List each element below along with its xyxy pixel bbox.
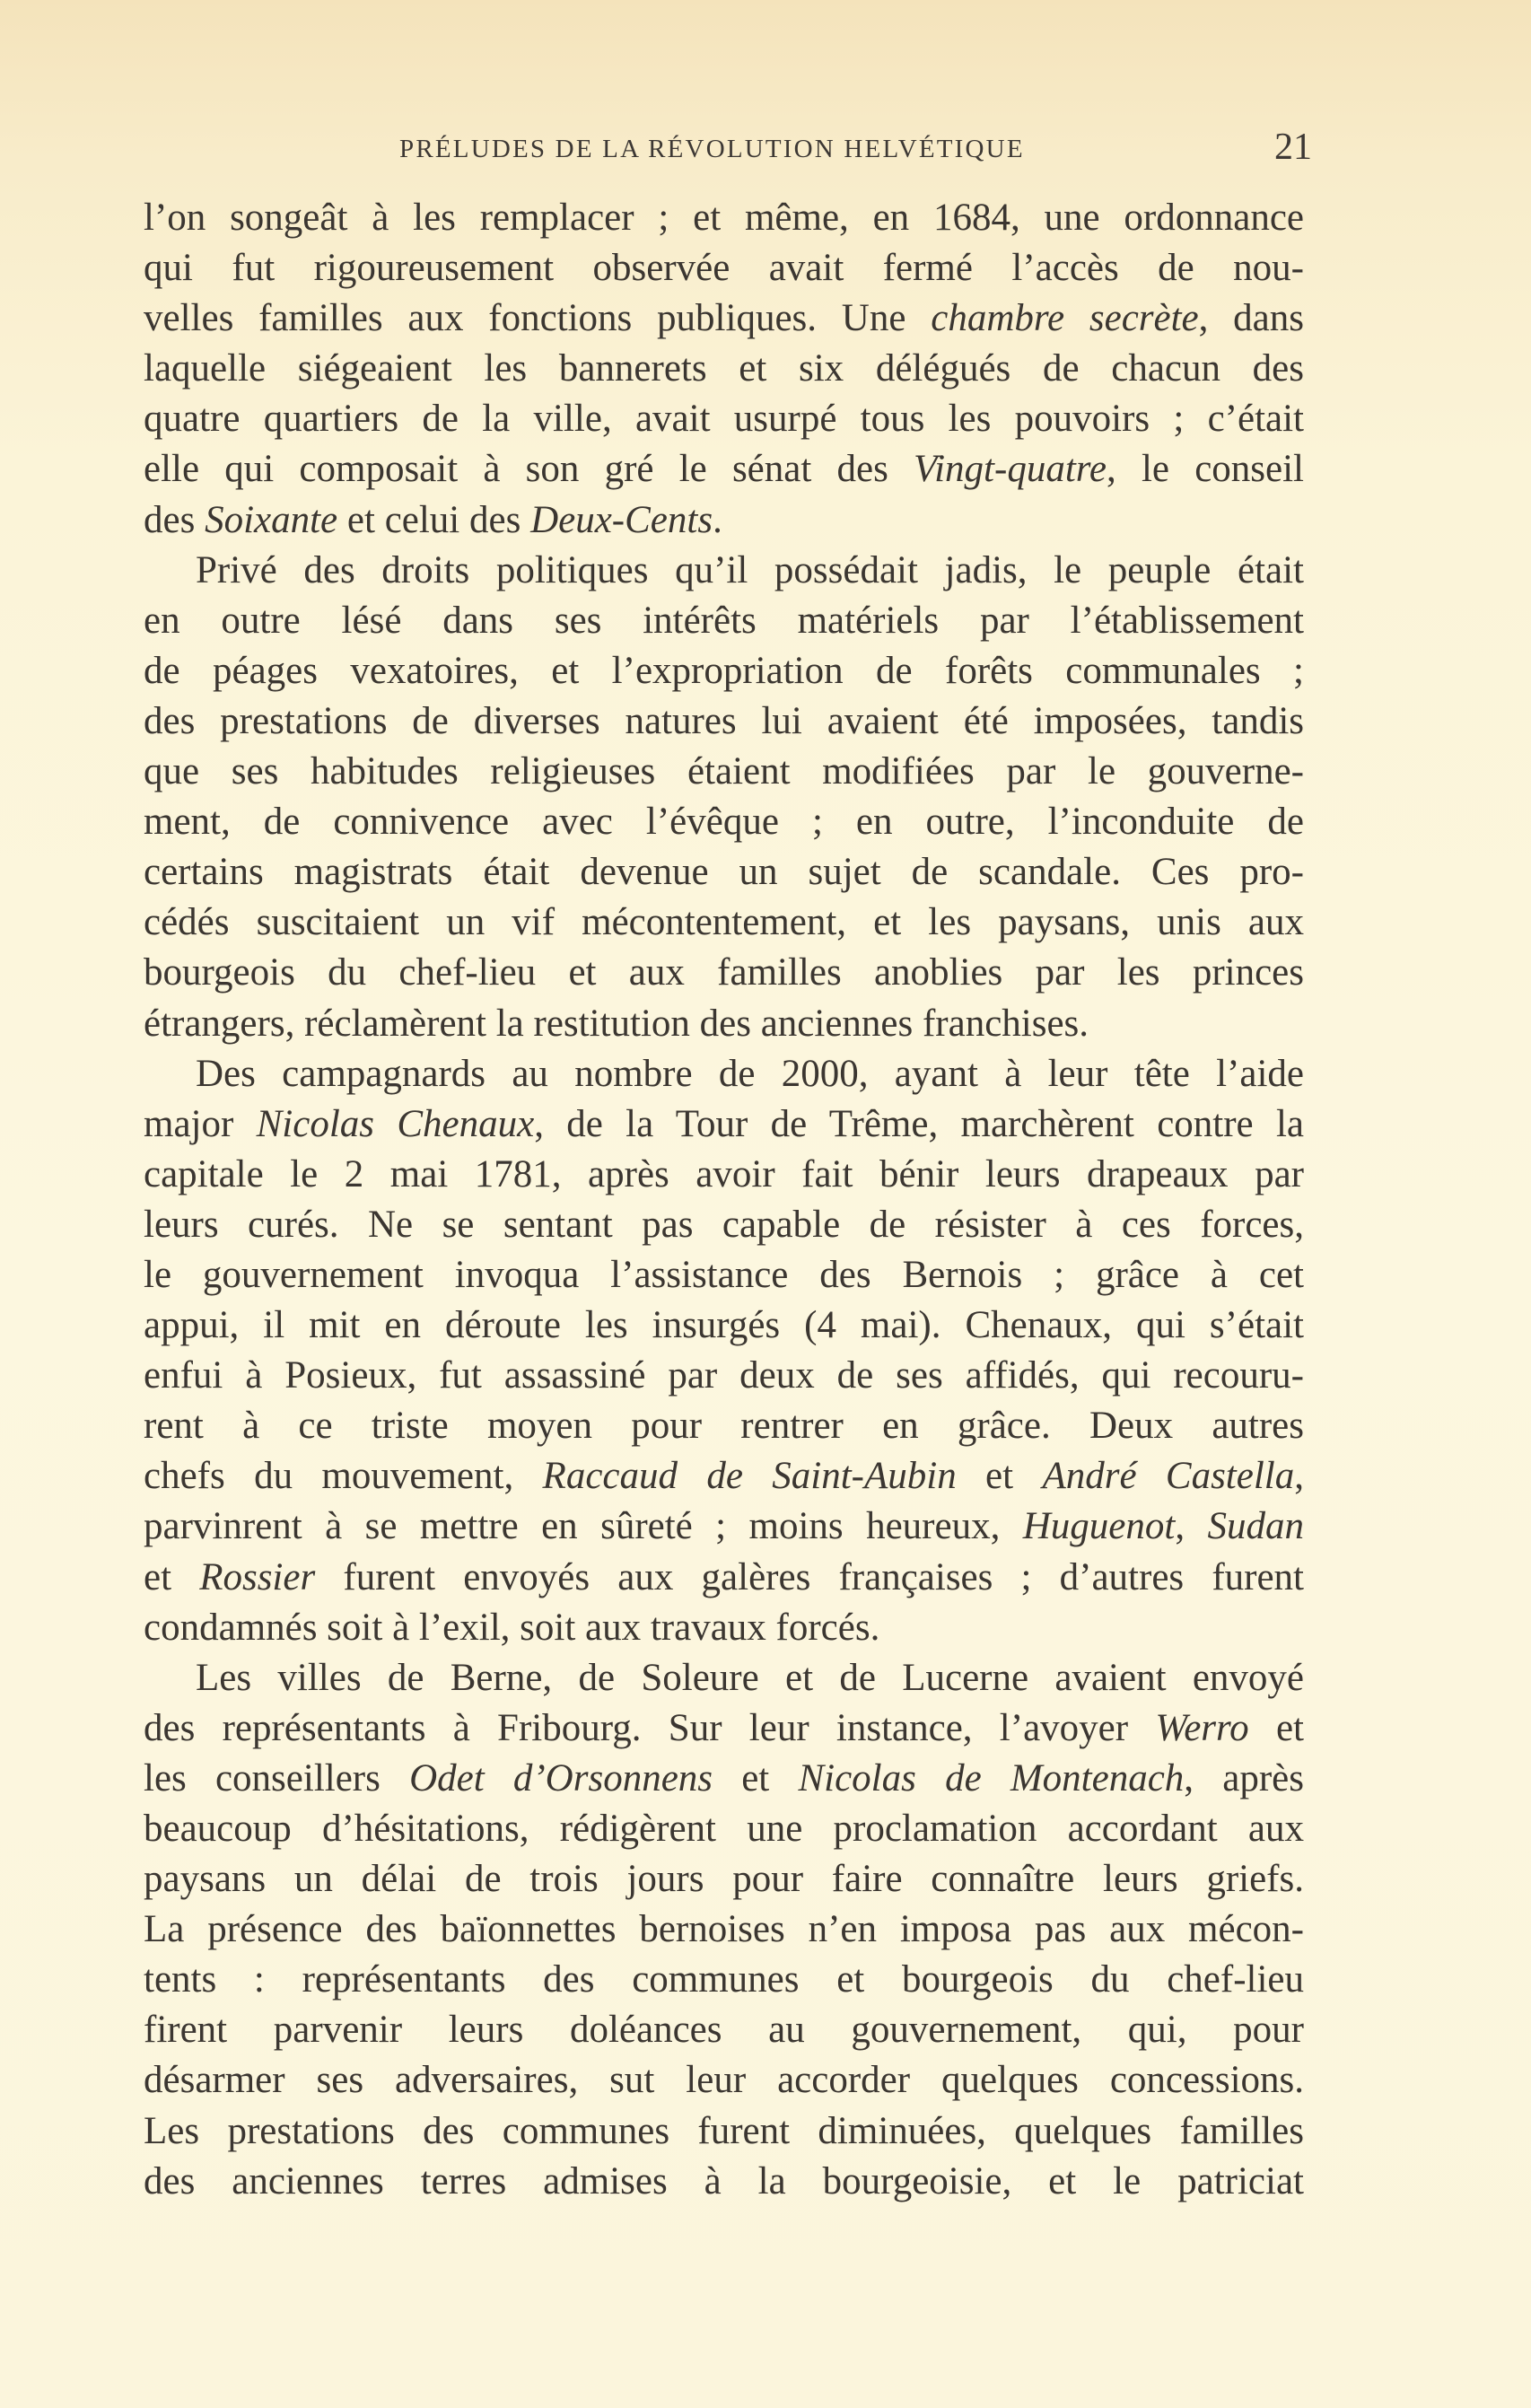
text-run: le gouvernement invoqua l’assistance des Bernois ; grâce à cet bbox=[144, 1253, 1304, 1296]
text-run: Privé des droits politiques qu’il possédait jadis, le peuple était bbox=[196, 548, 1304, 591]
text-run: paysans un délai de trois jours pour faire connaître leurs griefs. bbox=[144, 1858, 1304, 1901]
text-run: et bbox=[144, 1555, 200, 1598]
text-run: firent parvenir leurs doléances au gouvernement, qui, pour bbox=[144, 2009, 1304, 2052]
text-run: en outre lésé dans ses intérêts matériels par l’établissement bbox=[144, 599, 1304, 642]
text-line bbox=[144, 1351, 1304, 1401]
text-run: , dans bbox=[1198, 297, 1304, 340]
text-run: appui, il mit en déroute les insurgés (4 mai). Chenaux, qui s’était bbox=[144, 1304, 1304, 1347]
text-run: leurs curés. Ne se sentant pas capable de résister à ces forces, bbox=[144, 1203, 1304, 1246]
text-run: des anciennes terres admises à la bourgeoisie, et le patriciat bbox=[144, 2159, 1304, 2202]
text-run: des représentants à Fribourg. Sur leur instance, l’avoyer bbox=[144, 1706, 1156, 1749]
page-number: 21 bbox=[1274, 127, 1312, 168]
text-run: . bbox=[713, 498, 722, 541]
text-run: , bbox=[1294, 1455, 1304, 1498]
text-run: elle qui composait à son gré le sénat des bbox=[144, 448, 914, 491]
text-run: qui fut rigoureusement observée avait fermé l’accès de nou- bbox=[144, 247, 1304, 290]
text-line bbox=[144, 1250, 1304, 1300]
text-run: Les prestations des communes furent diminuées, quelques familles bbox=[144, 2109, 1304, 2152]
text-line bbox=[144, 193, 1304, 243]
text-run: , de la Tour de Trême, marchèrent contre la bbox=[534, 1102, 1304, 1145]
text-run: tents : représentants des communes et bourgeois du chef-lieu bbox=[144, 1958, 1304, 2001]
text-line bbox=[144, 1653, 1304, 1703]
text-line bbox=[144, 596, 1304, 646]
text-run: désarmer ses adversaires, sut leur accorder quelques concessions. bbox=[144, 2059, 1304, 2102]
italic-text: André Castella bbox=[1042, 1455, 1295, 1498]
text-line bbox=[144, 1754, 1304, 1804]
italic-text: Sudan bbox=[1207, 1505, 1305, 1548]
text-line bbox=[144, 1049, 1304, 1099]
text-line bbox=[144, 2055, 1304, 2106]
text-line bbox=[144, 1300, 1304, 1351]
text-line bbox=[144, 1451, 1304, 1502]
text-run: et bbox=[956, 1455, 1043, 1498]
text-line bbox=[144, 847, 1304, 898]
text-line bbox=[144, 1502, 1304, 1552]
text-line bbox=[144, 1099, 1304, 1150]
text-line bbox=[144, 1804, 1304, 1854]
text-run: , bbox=[1175, 1505, 1208, 1548]
text-line bbox=[144, 1854, 1304, 1905]
text-line bbox=[144, 293, 1304, 344]
paragraph bbox=[144, 193, 1304, 546]
text-line bbox=[144, 1150, 1304, 1200]
italic-text: Werro bbox=[1155, 1706, 1249, 1749]
text-run: bourgeois du chef-lieu et aux familles anoblies par les princes bbox=[144, 951, 1304, 994]
text-line bbox=[144, 2157, 1304, 2207]
text-run: et bbox=[713, 1756, 799, 1799]
italic-text: Vingt-quatre bbox=[914, 448, 1107, 491]
italic-text: Nicolas de Montenach bbox=[798, 1756, 1185, 1799]
text-line bbox=[144, 495, 1304, 546]
text-line bbox=[144, 948, 1304, 998]
text-line bbox=[144, 2106, 1304, 2157]
paragraph bbox=[144, 1653, 1304, 2207]
text-run: des prestations de diverses natures lui avaient été imposées, tandis bbox=[144, 699, 1304, 742]
text-run: de péages vexatoires, et l’expropriation de forêts communales ; bbox=[144, 649, 1304, 692]
italic-text: Soixante bbox=[205, 498, 338, 541]
text-run: condamnés soit à l’exil, soit aux travaux forcés. bbox=[144, 1606, 880, 1649]
text-line bbox=[144, 444, 1304, 495]
text-line bbox=[144, 646, 1304, 696]
text-line bbox=[144, 1603, 1304, 1653]
text-line bbox=[144, 696, 1304, 747]
text-run: Les villes de Berne, de Soleure et de Lucerne avaient envoyé bbox=[196, 1656, 1304, 1699]
text-run: Des campagnards au nombre de 2000, ayant à leur tête l’aide bbox=[196, 1052, 1304, 1095]
text-run: parvinrent à se mettre en sûreté ; moins heureux, bbox=[144, 1505, 1023, 1548]
text-run: ment, de connivence avec l’évêque ; en outre, l’inconduite de bbox=[144, 801, 1304, 844]
text-run: furent envoyés aux galères françaises ; d’autres furent bbox=[315, 1555, 1304, 1598]
text-run: les conseillers bbox=[144, 1756, 410, 1799]
text-run: certains magistrats était devenue un sujet de scandale. Ces pro- bbox=[144, 851, 1304, 894]
text-run: rent à ce triste moyen pour rentrer en grâce. Deux autres bbox=[144, 1405, 1304, 1448]
text-run: capitale le 2 mai 1781, après avoir fait bénir leurs drapeaux par bbox=[144, 1152, 1304, 1195]
text-run: des bbox=[144, 498, 206, 541]
text-run: enfui à Posieux, fut assassiné par deux de ses affidés, qui recouru- bbox=[144, 1354, 1304, 1397]
text-run: , le conseil bbox=[1107, 448, 1304, 491]
italic-text: Rossier bbox=[199, 1555, 316, 1598]
italic-text: Deux-Cents bbox=[530, 498, 713, 541]
text-run: que ses habitudes religieuses étaient modifiées par le gouverne- bbox=[144, 750, 1304, 793]
text-line bbox=[144, 243, 1304, 293]
text-line bbox=[144, 344, 1304, 394]
running-head bbox=[144, 127, 1310, 171]
text-line bbox=[144, 546, 1304, 596]
text-run: major bbox=[144, 1102, 257, 1145]
text-line bbox=[144, 747, 1304, 797]
running-head-title: PRÉLUDES DE LA RÉVOLUTION HELVÉTIQUE bbox=[399, 135, 1025, 163]
italic-text: Nicolas Chenaux bbox=[256, 1102, 535, 1145]
text-run: et bbox=[1248, 1706, 1304, 1749]
text-line bbox=[144, 898, 1304, 948]
text-run: étrangers, réclamèrent la restitution des anciennes franchises. bbox=[144, 1002, 1089, 1045]
text-run: et celui des bbox=[337, 498, 531, 541]
text-run: quatre quartiers de la ville, avait usurpé tous les pouvoirs ; c’était bbox=[144, 398, 1304, 441]
text-line bbox=[144, 1905, 1304, 1955]
text-run: l’on songeât à les remplacer ; et même, en 1684, une ordonnance bbox=[144, 197, 1304, 239]
italic-text: chambre secrète bbox=[931, 297, 1199, 340]
text-run: , après bbox=[1184, 1756, 1304, 1799]
text-run: velles familles aux fonctions publiques. Une bbox=[144, 297, 932, 340]
text-run: laquelle siégeaient les bannerets et six délégués de chacun des bbox=[144, 347, 1304, 390]
text-line bbox=[144, 797, 1304, 847]
text-line bbox=[144, 1703, 1304, 1754]
paragraph bbox=[144, 546, 1304, 1049]
italic-text: Raccaud de Saint-Aubin bbox=[542, 1455, 957, 1498]
text-line bbox=[144, 1955, 1304, 2005]
text-line bbox=[144, 1200, 1304, 1250]
paragraph bbox=[144, 1049, 1304, 1653]
body-text bbox=[144, 193, 1304, 2207]
italic-text: Odet d’Orsonnens bbox=[409, 1756, 713, 1799]
text-line bbox=[144, 1401, 1304, 1451]
text-line bbox=[144, 999, 1304, 1049]
text-run: chefs du mouvement, bbox=[144, 1455, 543, 1498]
text-line bbox=[144, 2005, 1304, 2055]
text-line bbox=[144, 1553, 1304, 1603]
text-run: La présence des baïonnettes bernoises n’en imposa pas aux mécon- bbox=[144, 1908, 1304, 1951]
text-run: cédés suscitaient un vif mécontentement, et les paysans, unis aux bbox=[144, 901, 1304, 944]
text-run: beaucoup d’hésitations, rédigèrent une proclamation accordant aux bbox=[144, 1808, 1304, 1850]
italic-text: Huguenot bbox=[1022, 1505, 1176, 1548]
text-line bbox=[144, 394, 1304, 444]
